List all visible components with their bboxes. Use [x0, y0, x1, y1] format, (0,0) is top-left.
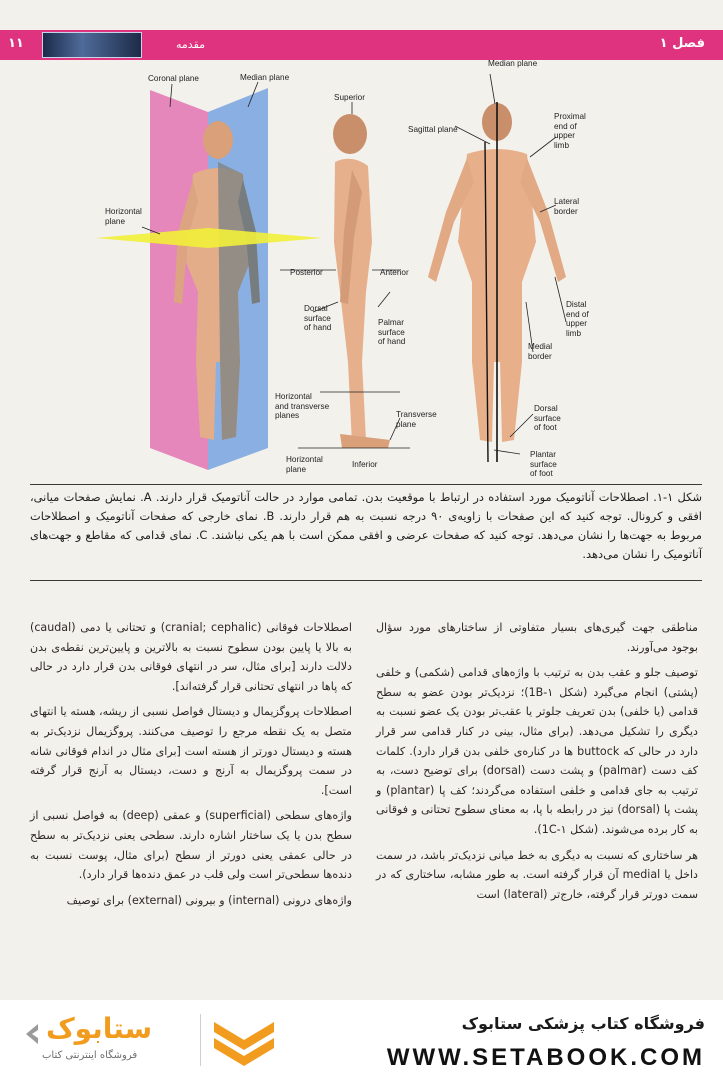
- page-number: ۱۱: [8, 36, 24, 51]
- label-coronal-plane: Coronal plane: [148, 74, 199, 83]
- label-medial-border: Medial border: [528, 342, 553, 361]
- anatomy-figure: [90, 59, 635, 482]
- setabook-logo: [20, 1012, 160, 1068]
- paragraph: اصطلاحات فوقانی (cranial; cephalic) و تحتانی یا دمی (caudal) به بالا یا پایین بودن سطوح نسبت به بالاترین و پایین‌ترین نقطه‌ی بدن دلالت دارند [برای مثال، سر در انتهای فوقانی بدن قرار دارد در حالی که پاها در انتهای تحتانی قرار گرفته‌اند].: [30, 621, 352, 693]
- setabook-chevron-icon: [212, 1018, 276, 1070]
- label-superior: Superior: [334, 93, 365, 102]
- label-median-plane-c: Median plane: [488, 59, 538, 68]
- label-palmar-surface-hand: Palmar surface of hand: [378, 318, 406, 346]
- label-horizontal-plane-a: Horizontal plane: [105, 207, 142, 226]
- caption-bottom-rule: [30, 580, 702, 581]
- label-median-plane-a: Median plane: [240, 73, 290, 82]
- setabook-logo-text: ستابوک: [46, 1012, 153, 1045]
- setabook-footer-banner: [0, 1000, 723, 1080]
- paragraph: مناطقی جهت گیری‌های بسیار متفاوتی از ساختارهای مورد سؤال بوجود می‌آورند.: [376, 621, 698, 654]
- label-dorsal-surface-hand: Dorsal surface of hand: [304, 304, 332, 332]
- setabook-logo-subtitle: فروشگاه اینترنتی کتاب: [42, 1050, 138, 1061]
- footer-shop-name: فروشگاه کتاب پزشکی ستابوک: [461, 1014, 705, 1033]
- label-inferior: Inferior: [352, 460, 378, 469]
- left-text-column: [30, 618, 352, 916]
- footer-website-url[interactable]: WWW.SETABOOK.COM: [386, 1044, 705, 1071]
- paragraph: توصیف جلو و عقب بدن به ترتیب با واژه‌های قدامی (شکمی) و خلفی (پشتی) انجام می‌گیرد (شکل 1B-۱)؛ نزدیک‌تر بودن عضو به سطح قدامی (یا خلفی) بدن تعریف جلوتر یا عقب‌تر بودن یک عضو نسبت به دیگری را تشکیل می‌دهد. (برای مثال، بینی در کنار قدامی سر قرار دارد در حالی که buttock ها در کناره‌ی خلفی بدن قرار دارد). کلمات کف دست (palmar) و پشت دست (dorsal) برای توضیح دست، به ترتیب به جای قدامی و خلفی استفاده می‌گردند؛ کف پا (plantar) و پشت پا (dorsal) نیز در رابطه با پا، به معنای سطوح تحتانی و فوقانی به کار برده می‌شوند. (شکل 1C-۱).: [376, 666, 698, 836]
- label-transverse-plane: Transverse plane: [396, 410, 437, 429]
- label-proximal-end: Proximal end of upper limb: [554, 112, 586, 150]
- label-lateral-border: Lateral border: [554, 197, 580, 216]
- section-title: مقدمه: [176, 38, 206, 51]
- page-header: [0, 30, 723, 60]
- figure-caption: شکل ۱-۱. اصطلاحات آناتومیک مورد استفاده در ارتباط با موقعیت بدن. تمامی موارد در حالت آناتومیک قرار دارند. A. نمایش صفحات میانی، افقی و کرونال. توجه کنید که این صفحات با زاویه‌ی ۹۰ درجه نسبت به هم قرار دارند. B. نمای خارجی که صفحات آناتومیک و اصطلاحات مربوط به جهت‌ها را نشان می‌دهد. توجه کنید که صفحات عرضی و افقی ممکن است با هم یکی نباشند. C. نمای قدامی که مقاطع و جهت‌های آناتومیک را نشان می‌دهد.: [30, 490, 702, 561]
- paragraph: واژه‌های درونی (internal) و بیرونی (external) برای توصیف: [66, 893, 352, 907]
- horizontal-plane-shape: [96, 228, 322, 248]
- chapter-title: فصل ۱: [659, 36, 705, 51]
- label-dorsal-surface-foot: Dorsal surface of foot: [534, 404, 561, 432]
- right-text-column: [376, 618, 698, 910]
- caption-top-rule: [30, 484, 702, 485]
- label-posterior: Posterior: [290, 268, 323, 277]
- paragraph: اصطلاحات پروگزیمال و دیستال فواصل نسبی از ریشه، هسته یا انتهای متصل به یک نقطه مرجع را توصیف می‌کنند. پروگزیمال نزدیک‌تر به هسته و دیستال دورتر از هسته است [برای مثال در اندام فوقانی شانه در سمت پروگزیمال به آرنج و دست، دیستال به آرنج قرار گرفته است].: [30, 705, 352, 797]
- label-sagittal-plane: Sagittal plane: [408, 125, 458, 134]
- paragraph: هر ساختاری که نسبت به دیگری به خط میانی نزدیک‌تر باشد، در سمت داخل یا medial آن قرار گرفته است. به طور مشابه، ساختاری که در سمت دورتر قرار گرفته، خارج‌تر (lateral) است: [376, 848, 698, 901]
- footer-separator: [200, 1014, 201, 1066]
- label-anterior: Anterior: [380, 268, 409, 277]
- paragraph: واژه‌های سطحی (superficial) و عمقی (deep) به فواصل نسبی از سطح بدن یا یک ساختار اشاره دارند. سطحی یعنی نزدیک‌تر به سطح در حالی عمقی یعنی دورتر از سطح (برای مثال، پوست نسبت به دنده‌ها سطحی‌تر است ولی قلب در عمق دنده‌ها قرار دارد).: [30, 809, 352, 882]
- figure-b-body: [333, 114, 390, 448]
- label-horizontal-plane-b: Horizontal plane: [286, 455, 323, 474]
- label-plantar-surface-foot: Plantar surface of foot: [530, 450, 557, 478]
- label-distal-end: Distal end of upper limb: [566, 300, 589, 338]
- header-thumbnail-image: [42, 32, 142, 58]
- label-horizontal-transverse-planes: Horizontal and transverse planes: [275, 392, 330, 420]
